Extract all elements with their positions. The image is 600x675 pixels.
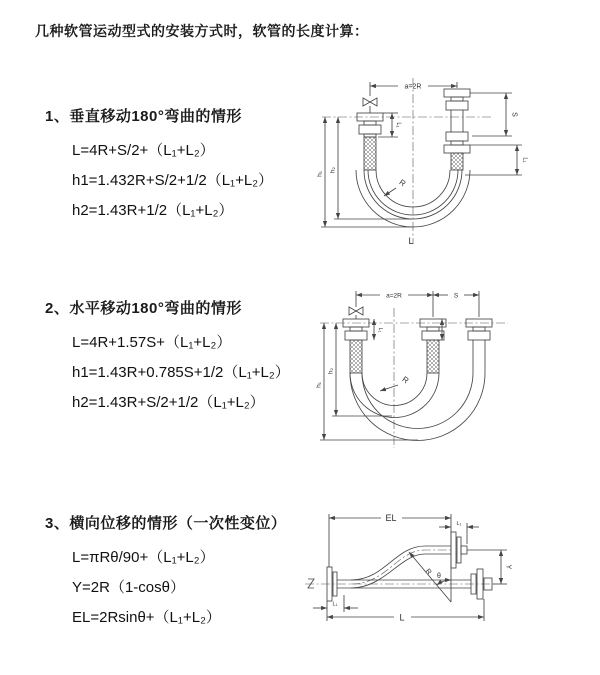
radius-label: R xyxy=(397,177,408,189)
length-label: L xyxy=(408,236,414,246)
dimension-lines xyxy=(321,82,522,227)
formula-L: L=πRθ/90+（L₁+L₂） xyxy=(72,549,215,566)
formula-h2: h2=1.43R+1/2（L₁+L₂） xyxy=(72,202,234,219)
formula-EL: EL=2Rsinθ+（L₁+L₂） xyxy=(72,609,221,626)
formula-L: L=4R+1.57S+（L₁+L₂） xyxy=(72,334,232,351)
centerlines xyxy=(320,308,508,448)
h1-dim-label: h₁ xyxy=(316,171,324,177)
valve-icon xyxy=(363,98,377,113)
formula-h1: h1=1.432R+S/2+1/2（L₁+L₂） xyxy=(72,172,274,189)
section-lateral-offset xyxy=(45,512,315,633)
section-vertical-travel xyxy=(45,105,315,226)
diagram-horizontal-travel xyxy=(312,283,580,465)
section-horizontal-travel xyxy=(45,297,315,418)
span-dim-label: a=2R xyxy=(404,83,422,91)
hose-and-fittings xyxy=(308,532,492,601)
angle-label: θ xyxy=(437,573,441,580)
diagram-labels xyxy=(317,84,528,247)
fitting-left-dim-label: L₁ xyxy=(332,601,338,608)
radius-label: R xyxy=(400,374,411,386)
formula-Y: Y=2R（1-cosθ） xyxy=(72,579,185,596)
travel-dim-label: S xyxy=(510,112,518,117)
offset-dim-label: Y xyxy=(504,564,512,570)
valve-icon xyxy=(349,307,363,319)
travel-dim-label: S xyxy=(453,292,459,300)
fitting-left-dim-label: L₁ xyxy=(395,122,401,128)
hose-fittings xyxy=(357,89,470,170)
page-title: 几种软管运动型式的安装方式时，软管的长度计算： xyxy=(35,23,369,39)
section-3-heading: 3、横向位移的情形（一次性变位） xyxy=(45,515,287,532)
formula-h1: h1=1.43R+0.785S+1/2（L₁+L₂） xyxy=(72,364,290,381)
section-1-heading: 1、垂直移动180°弯曲的情形 xyxy=(45,108,242,125)
span-dim-label: a=2R xyxy=(386,292,402,300)
h2-dim-label: h₂ xyxy=(329,166,337,174)
h1-dim-label: h₁ xyxy=(315,382,323,388)
centerlines xyxy=(305,550,497,584)
hose-u-arcs xyxy=(350,373,485,441)
fitting-right-dim-label: L₁ xyxy=(521,157,528,163)
fitting-left-dim-label: L₁ xyxy=(377,327,383,333)
formula-L: L=4R+S/2+（L₁+L₂） xyxy=(72,142,215,159)
radius-label: R xyxy=(423,567,433,577)
fitting-right-dim-label: L₁ xyxy=(456,521,462,527)
formula-h2: h2=1.43R+S/2+1/2（L₁+L₂） xyxy=(72,394,265,411)
length-label: L xyxy=(399,612,405,623)
dimension-lines xyxy=(313,514,507,621)
diagram-lateral-offset xyxy=(299,505,591,650)
h2-dim-label: h₂ xyxy=(327,367,335,375)
diagram-vertical-travel xyxy=(312,72,580,259)
span-dim-label: EL xyxy=(385,513,397,523)
section-2-heading: 2、水平移动180°弯曲的情形 xyxy=(45,300,242,317)
hose-fittings xyxy=(343,319,492,373)
